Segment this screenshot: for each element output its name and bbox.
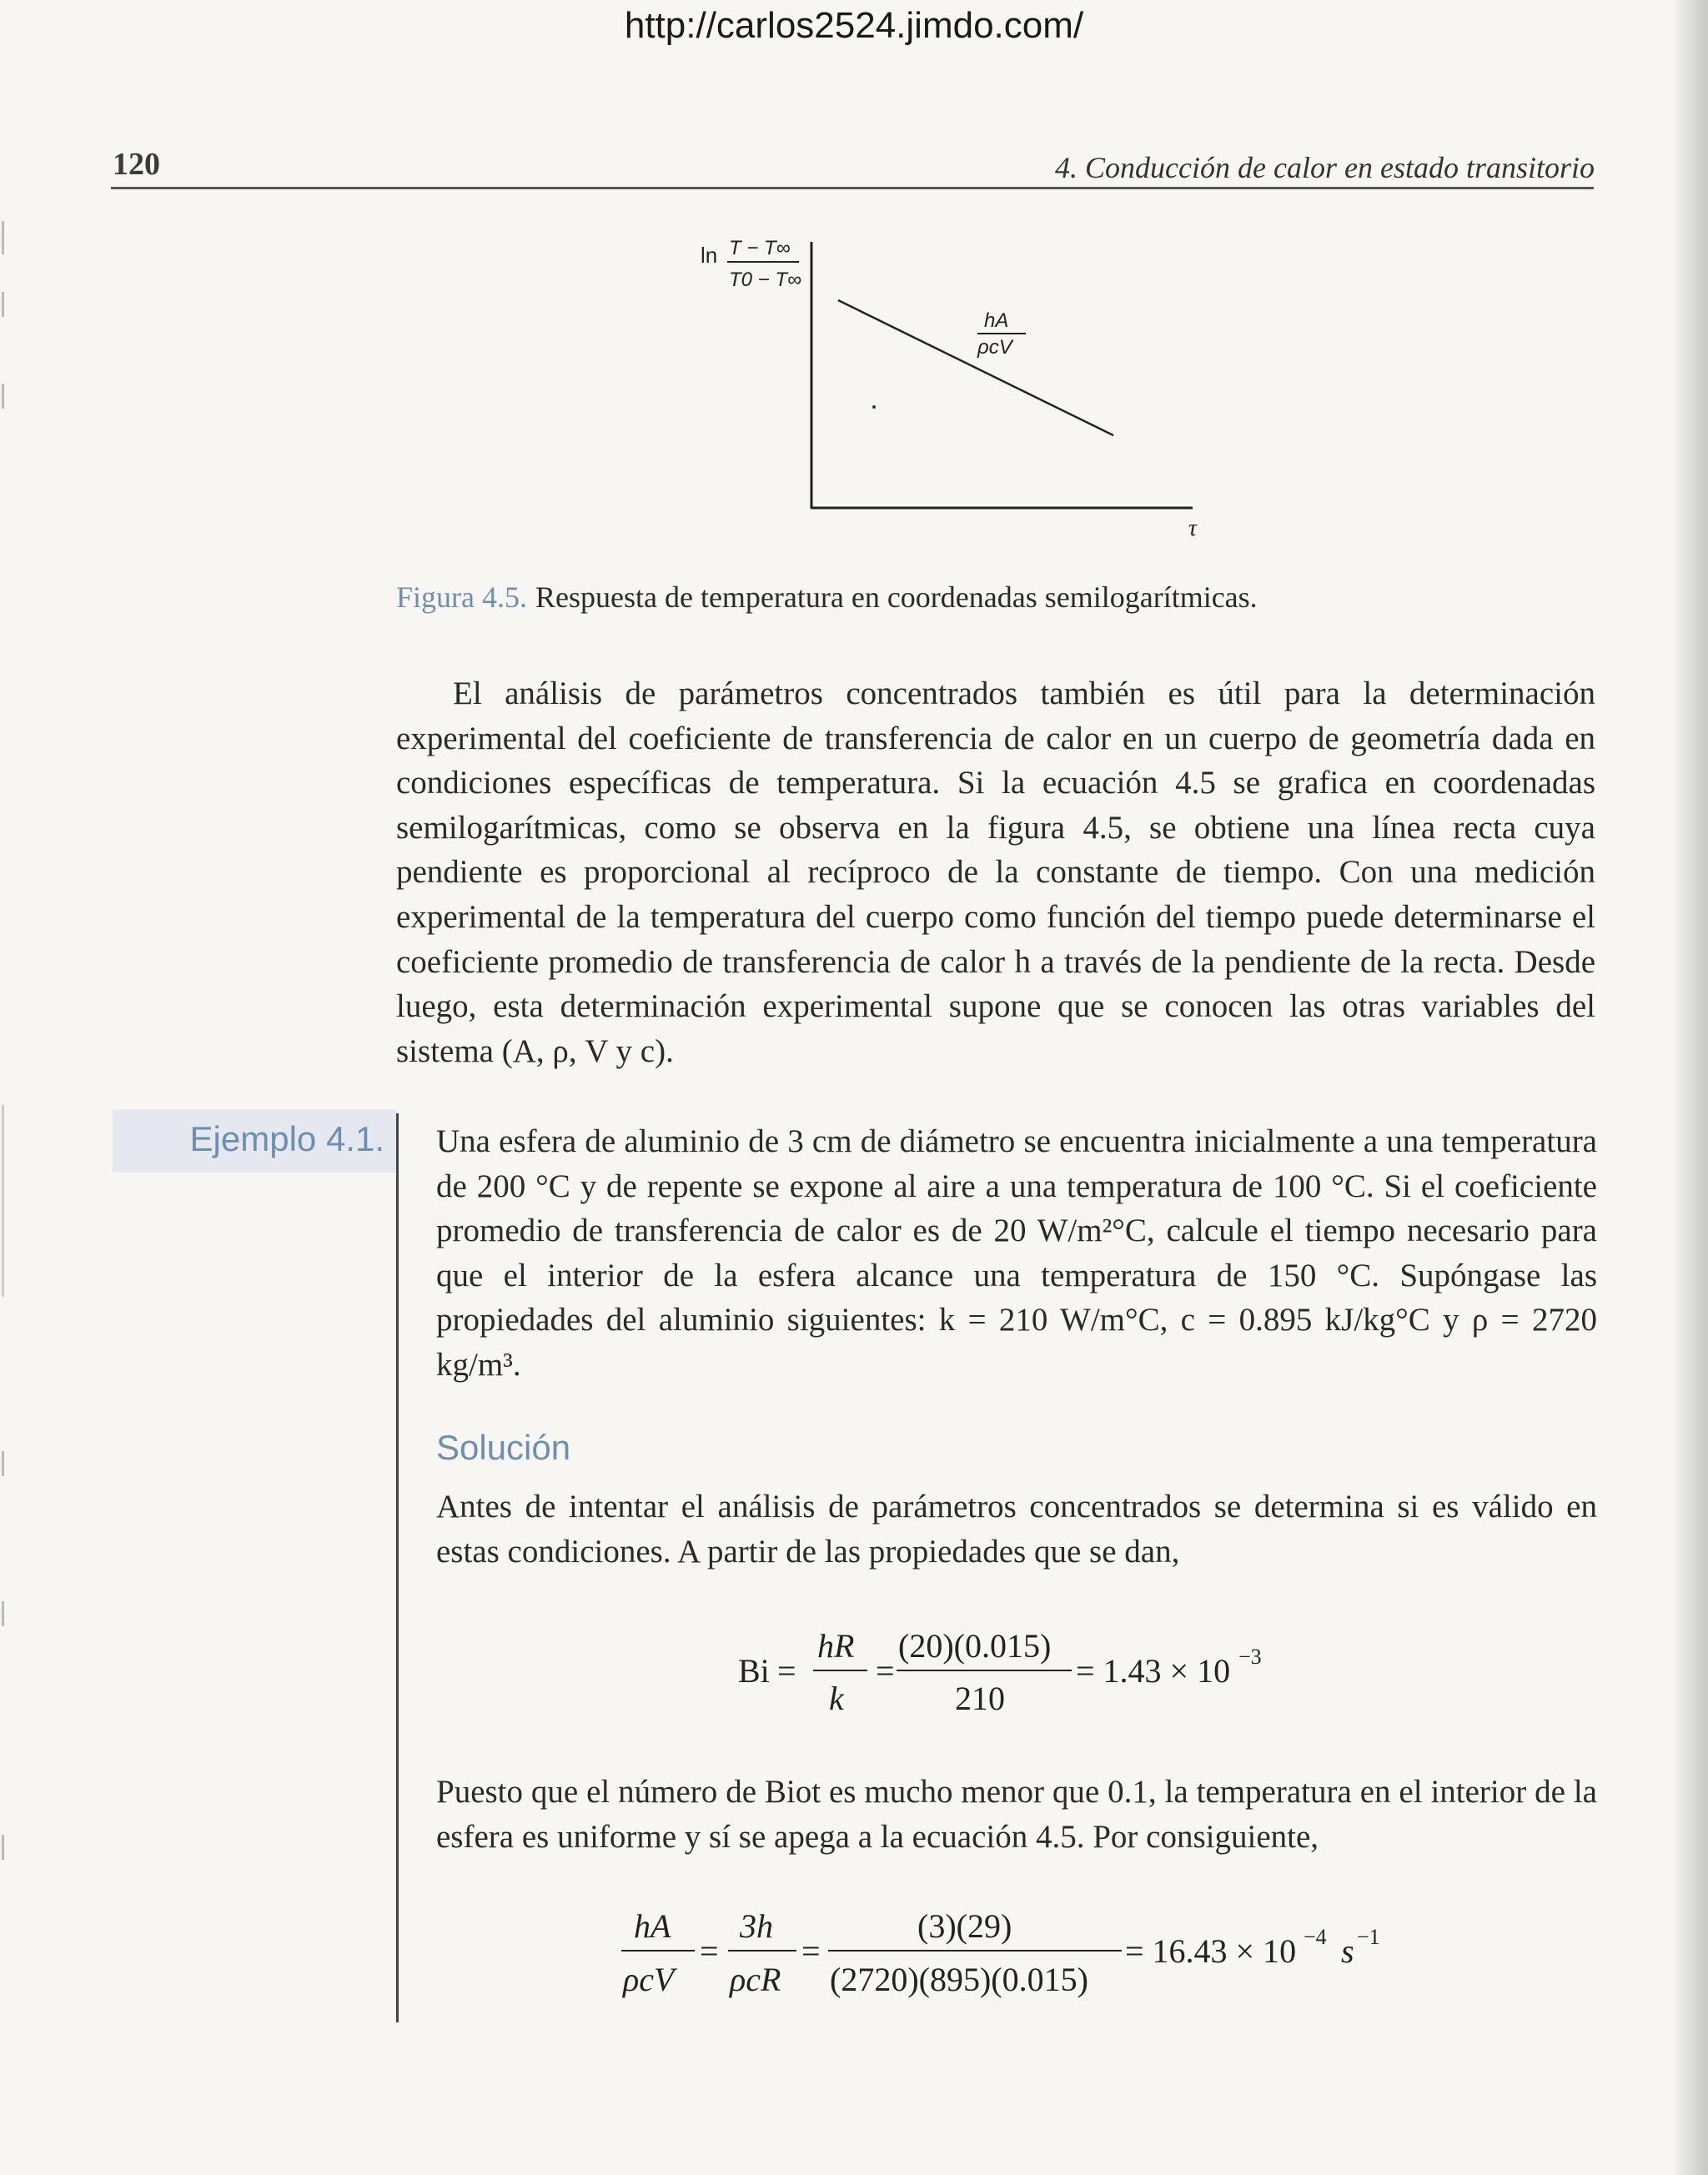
figure-caption [396, 580, 1258, 615]
eq2-result: = 16.43 × 10 [1125, 1932, 1297, 1970]
example-label: Ejemplo 4.1. [189, 1119, 384, 1158]
eq2-exponent: −4 [1304, 1925, 1327, 1949]
eq1-equals-2: = [876, 1652, 895, 1690]
equation-time-constant [613, 1897, 1430, 2014]
stray-dot [872, 405, 876, 409]
eq1-equals-1: = [777, 1652, 796, 1690]
eq2-equals-2: = [801, 1932, 821, 1970]
figure-semilog-plot [692, 234, 1226, 550]
eq2-equals-1: = [700, 1932, 719, 1970]
trend-line [838, 300, 1113, 435]
eq2-unit-exponent: −1 [1357, 1925, 1380, 1949]
solution-text-1-content: Antes de intentar el análisis de parámetros concentrados se determina si es válido en estas condiciones. A partir de las propiedades que se dan, [436, 1489, 1597, 1570]
eq2-frac1-numerator: hA [634, 1907, 671, 1945]
eq1-frac2-numerator: (20)(0.015) [898, 1627, 1052, 1665]
eq2-frac3-numerator: (3)(29) [917, 1907, 1012, 1945]
eq1-frac2-denominator: 210 [955, 1680, 1005, 1717]
slope-label-denominator: ρcV [977, 336, 1012, 359]
eq2-frac2-denominator: ρcR [730, 1961, 781, 1998]
y-axis-label-ln: ln [701, 243, 718, 268]
solution-text-1 [436, 1484, 1597, 1574]
solution-text-2-content: Puesto que el número de Biot es mucho menor que 0.1, la temperatura en el interior de la esfera es uniforme y sí se apega a la ecuación 4.5. Por consiguiente, [436, 1774, 1597, 1855]
paragraph-text: El análisis de parámetros concentrados también es útil para la determinación experimental del coeficiente de transferencia de calor en un cuerpo de geometría dada en condiciones específicas de temperatura. Si la ecuación 4.5 se grafica en coordenadas semilogarítmicas, como se observa en la figura 4.5, se obtiene una línea recta cuya pendiente es proporcional al recíproco de la constante de tiempo. Con una medición experimental de la temperatura del cuerpo como función del tiempo puede determinarse el coeficiente promedio de transferencia de calor h a través de la pendiente de la recta. Desde luego, esta determinación experimental supone que se conocen las otras variables del sistema (A, ρ, V y c). [396, 676, 1595, 1069]
x-axis-label: τ [1188, 515, 1198, 541]
solution-text-2 [436, 1770, 1597, 1859]
eq2-unit: s [1341, 1932, 1354, 1970]
equation-biot-number [734, 1618, 1368, 1726]
page-number: 120 [113, 147, 160, 182]
eq2-frac2-numerator: 3h [740, 1907, 773, 1945]
page-edge-shadow [1675, 0, 1708, 2175]
figure-caption-label: Figura 4.5. [396, 580, 527, 614]
figure-caption-text: Respuesta de temperatura en coordenadas semilogarítmicas. [535, 580, 1258, 614]
eq2-frac1-denominator: ρcV [623, 1961, 675, 1998]
source-url[interactable]: http://carlos2524.jimdo.com/ [624, 5, 1084, 46]
y-axis-label-numerator: T − T∞ [729, 237, 791, 259]
example-label-box [113, 1109, 396, 1173]
example-statement-text: Una esfera de aluminio de 3 cm de diámetro se encuentra inicialmente a una temperatura de 200 °C y de repente se expone al aire a una temperatura de 100 °C. Si el coeficiente promedio de transferencia de calor es de 20 W/m²°C, calcule el tiempo necesario para que el interior de la esfera alcance una temperatura de 150 °C. Supóngase las propiedades del aluminio siguientes: k = 210 W/m°C, c = 0.895 kJ/kg°C y ρ = 2720 kg/m³. [436, 1123, 1597, 1383]
eq1-lhs: Bi [738, 1652, 770, 1690]
left-binding-marks [0, 0, 17, 2175]
example-statement [436, 1119, 1597, 1388]
chapter-title: 4. Conducción de calor en estado transitorio [1055, 151, 1595, 184]
example-margin-bar [396, 1113, 399, 2022]
eq2-frac3-denominator: (2720)(895)(0.015) [830, 1961, 1088, 1998]
eq1-frac1-denominator: k [829, 1680, 844, 1717]
body-paragraph [396, 671, 1595, 1073]
solution-heading: Solución [436, 1428, 571, 1467]
eq1-result: = 1.43 × 10 [1076, 1652, 1231, 1690]
eq1-frac1-numerator: hR [817, 1627, 855, 1665]
header-rule [111, 187, 1594, 189]
slope-label-numerator: hA [984, 309, 1009, 332]
eq1-exponent: −3 [1238, 1645, 1262, 1669]
y-axis-label-denominator: T0 − T∞ [729, 269, 802, 291]
